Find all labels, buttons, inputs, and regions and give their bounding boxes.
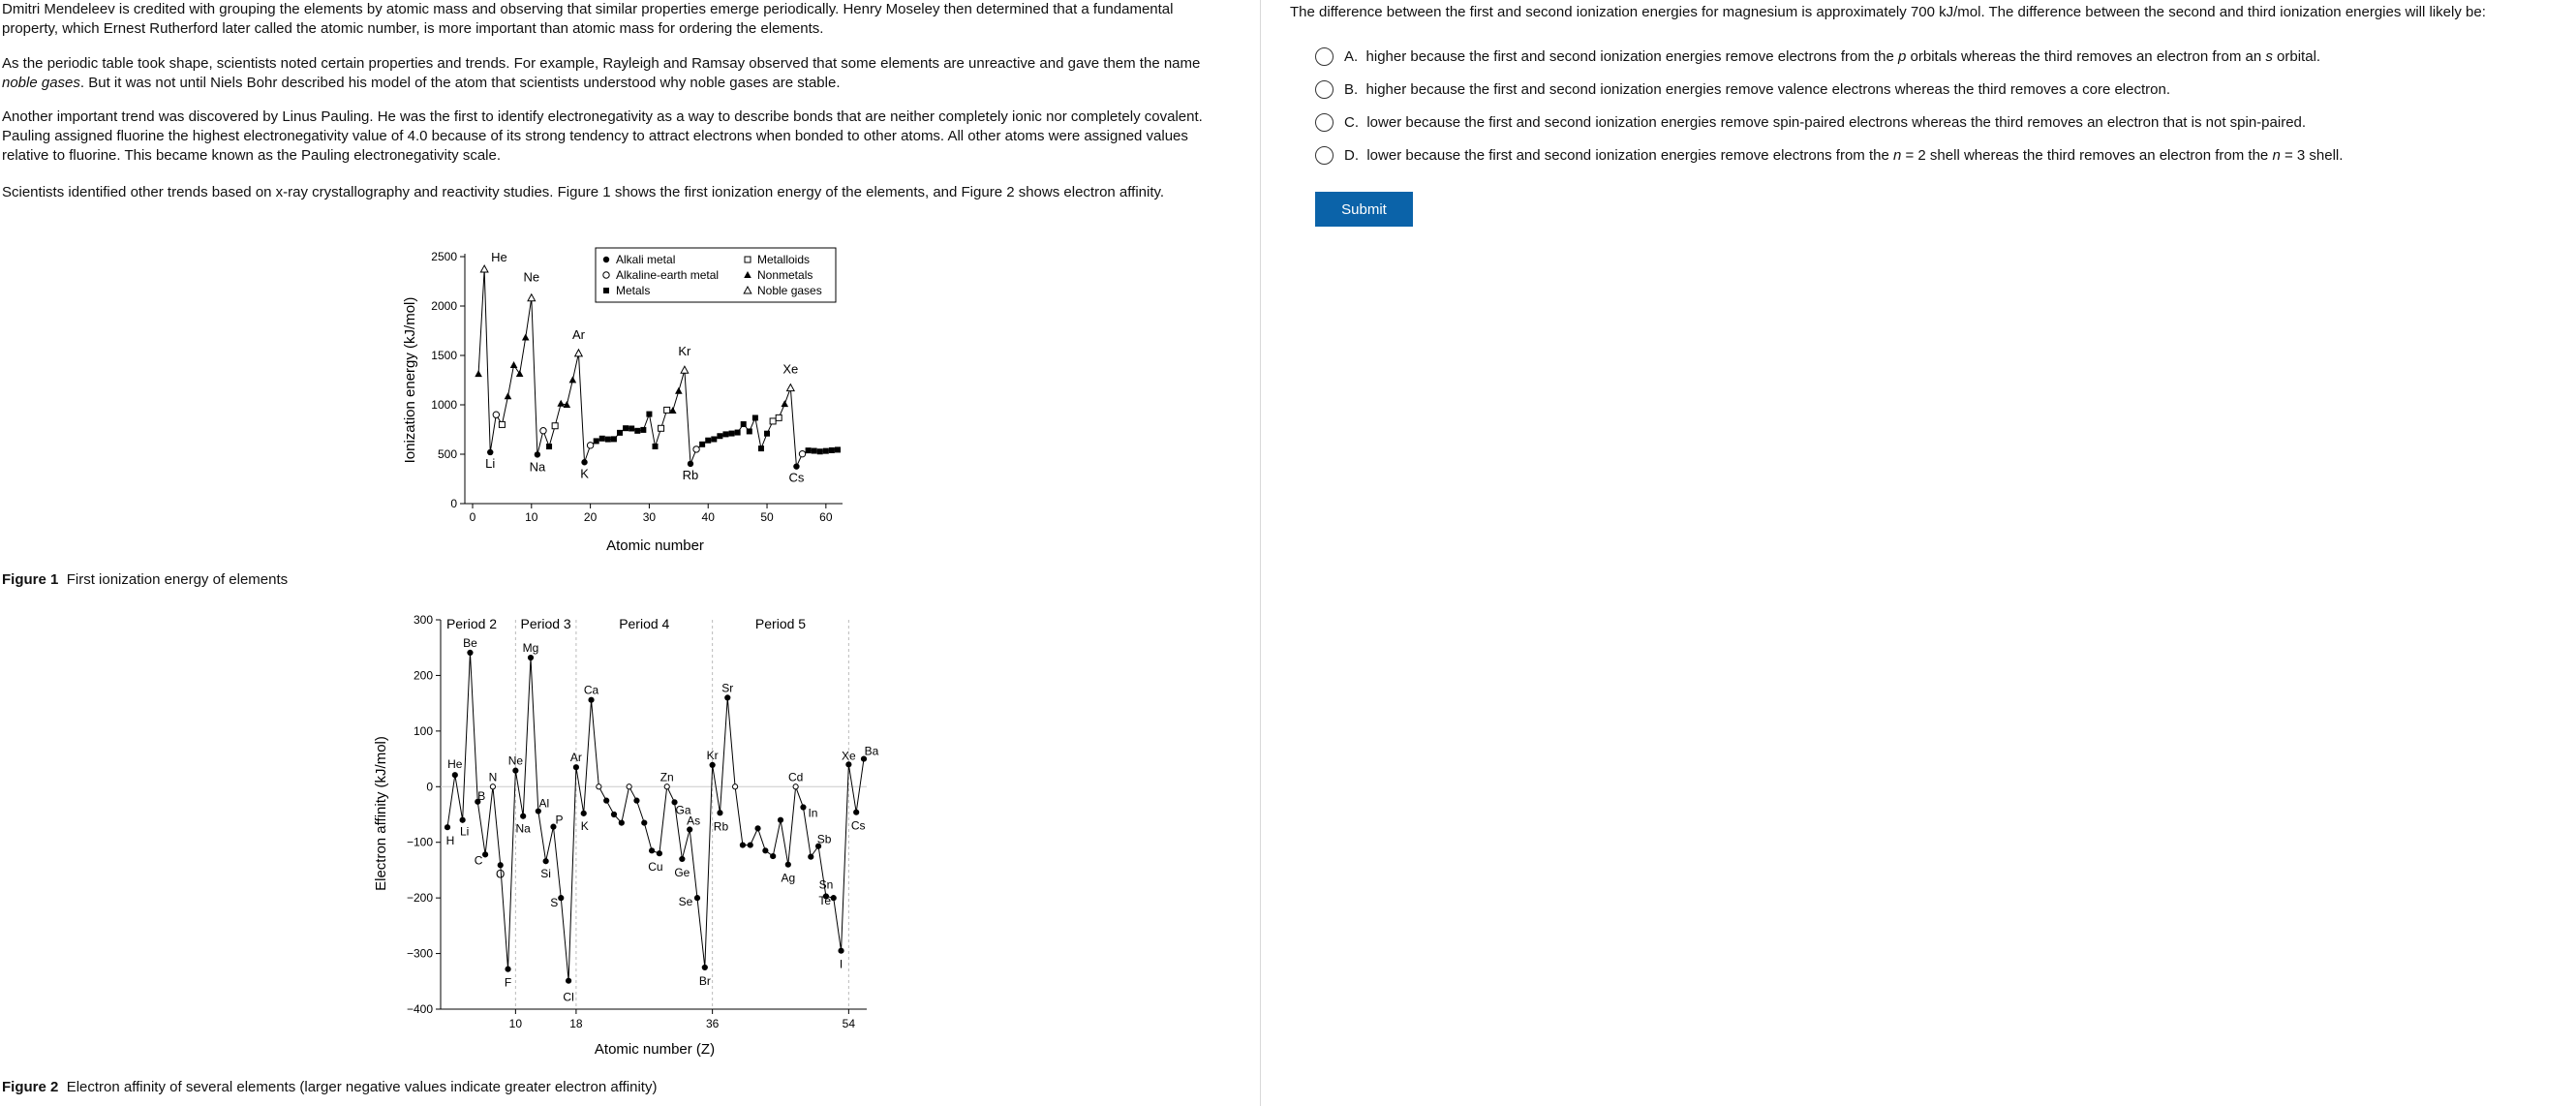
point-label: Se <box>678 895 693 909</box>
data-point <box>801 805 806 810</box>
radio-icon[interactable] <box>1315 146 1334 165</box>
data-point <box>528 294 536 301</box>
choice-label <box>1344 114 2306 131</box>
x-tick-label: 10 <box>508 1017 523 1030</box>
x-tick-label: 10 <box>525 510 538 524</box>
point-label: Ne <box>523 269 540 285</box>
data-point <box>569 376 577 383</box>
data-point <box>675 387 683 394</box>
data-point <box>505 392 512 399</box>
data-point <box>599 436 605 442</box>
data-point <box>785 862 790 867</box>
y-axis-title: Ionization energy (kJ/mol) <box>402 296 418 464</box>
y-tick-label: 0 <box>426 780 433 794</box>
point-label: Li <box>485 455 496 471</box>
point-label: Na <box>515 821 531 836</box>
data-point <box>717 433 722 439</box>
point-label: K <box>580 466 589 481</box>
data-point <box>755 826 760 831</box>
data-point <box>829 447 835 453</box>
legend-label: Metalloids <box>757 253 811 266</box>
point-label: Cl <box>563 990 574 1004</box>
x-tick-label: 20 <box>583 510 598 524</box>
data-point <box>735 430 741 436</box>
data-point <box>516 370 524 377</box>
question-stem: The difference between the first and second ionization energies for magnesium is approximately 700 kJ/mol. The difference between the second and third ionization energies will likely be: <box>1290 4 2486 20</box>
data-point <box>854 810 859 814</box>
choice-label <box>1344 147 2343 164</box>
data-point <box>748 843 752 847</box>
x-tick-label: 0 <box>469 510 476 524</box>
data-point <box>732 784 737 789</box>
data-point <box>543 859 548 864</box>
point-label: Cs <box>788 470 805 485</box>
choice-italic: n <box>1892 146 1902 164</box>
point-label: Na <box>529 459 546 475</box>
point-label: Si <box>540 867 551 881</box>
legend-label: Nonmetals <box>757 268 813 282</box>
radio-icon[interactable] <box>1315 80 1334 99</box>
point-label: Sb <box>816 832 832 846</box>
data-point <box>611 812 616 816</box>
figure1-caption: Figure 1 First ionization energy of elements <box>2 571 289 588</box>
legend-label: Metals <box>616 284 651 297</box>
data-point <box>589 697 594 702</box>
data-point <box>634 428 640 434</box>
data-point <box>693 446 699 452</box>
data-point <box>839 948 843 953</box>
data-point <box>699 442 705 447</box>
data-point <box>480 265 488 272</box>
figure2-chart <box>368 610 879 1065</box>
y-tick-label: 1500 <box>431 349 457 362</box>
passage-paragraph-4: Scientists identified other trends based on x-ray crystallography and reactivity studies. Figure 1 shows the first ionization energy of the elements, and Figure 2 shows electron affinity. <box>2 184 1165 200</box>
point-label: Br <box>698 973 711 988</box>
data-point <box>452 773 457 778</box>
data-point <box>680 856 685 861</box>
point-label: In <box>808 806 818 820</box>
data-point <box>540 428 546 434</box>
choice-letter: A. <box>1344 47 1359 65</box>
data-point <box>705 438 711 444</box>
data-point <box>581 811 586 815</box>
point-label: Ag <box>781 871 796 885</box>
choice-option[interactable] <box>1315 45 2320 68</box>
data-point <box>702 965 707 969</box>
period-label: Period 5 <box>754 616 807 631</box>
choice-option[interactable] <box>1315 77 2170 101</box>
data-point <box>764 431 770 437</box>
point-label: O <box>496 867 506 881</box>
choice-letter: C. <box>1344 113 1359 131</box>
point-label: Ar <box>571 326 585 342</box>
x-tick-label: 40 <box>701 510 715 524</box>
data-point <box>521 814 526 818</box>
legend-label: Alkali metal <box>616 253 676 266</box>
data-point <box>493 412 499 417</box>
data-point <box>510 361 518 368</box>
x-axis-title: Atomic number <box>606 538 704 554</box>
x-tick-label: 30 <box>642 510 657 524</box>
data-point <box>604 798 609 803</box>
point-label: As <box>687 814 701 828</box>
point-label: P <box>555 813 564 827</box>
point-label: Al <box>538 796 550 811</box>
data-point <box>812 448 817 454</box>
data-point <box>725 695 730 700</box>
point-label: Mg <box>522 641 539 656</box>
choice-text: lower because the first and second ionization energies remove electrons from the <box>1366 146 1893 164</box>
data-point <box>722 431 728 437</box>
data-point <box>823 448 829 454</box>
point-label: Zn <box>659 770 674 784</box>
data-point <box>688 461 693 467</box>
choice-text: = 3 shell. <box>2280 146 2344 164</box>
data-point <box>831 896 836 901</box>
y-tick-label: −300 <box>406 946 433 961</box>
point-label: Rb <box>682 467 699 482</box>
data-point <box>573 765 578 770</box>
data-point <box>741 421 747 427</box>
y-tick-label: 2000 <box>431 299 457 313</box>
data-point <box>559 896 564 901</box>
data-point <box>468 650 473 655</box>
data-point <box>557 400 565 407</box>
point-label: Rb <box>713 819 729 834</box>
data-point <box>787 384 795 391</box>
data-point <box>611 436 617 442</box>
period-label: Period 3 <box>520 616 571 631</box>
data-point <box>718 811 722 815</box>
data-point <box>664 784 669 789</box>
data-point <box>681 366 689 373</box>
data-point <box>499 421 505 427</box>
data-point <box>740 843 745 847</box>
data-point <box>752 415 758 420</box>
data-point <box>587 443 593 448</box>
data-point <box>487 449 493 455</box>
x-tick-label: 50 <box>760 510 774 524</box>
passage-paragraph-2: As the periodic table took shape, scientists noted certain properties and trends. For example, Rayleigh and Ramsay observed that some elements are unreactive and gave them the name noble gases. But it was not until Niels Bohr described his model of the atom that scientists understood why noble gases are stable. <box>2 55 1201 91</box>
data-point <box>835 446 841 452</box>
data-point <box>653 444 659 449</box>
data-point <box>776 415 782 420</box>
data-point <box>619 820 624 825</box>
data-point <box>688 827 692 832</box>
data-point <box>482 852 487 857</box>
data-point <box>747 428 752 434</box>
point-label: He <box>491 250 507 265</box>
choice-text: higher because the first and second ionization energies remove electrons from the <box>1365 47 1899 65</box>
data-point <box>771 853 776 858</box>
y-tick-label: 2500 <box>431 250 457 263</box>
point-label: Ar <box>569 751 582 765</box>
y-tick-label: 500 <box>437 447 457 461</box>
point-label: F <box>504 975 512 990</box>
legend-marker <box>603 272 609 278</box>
data-point <box>513 768 518 773</box>
choice-option[interactable] <box>1315 143 2343 167</box>
data-point <box>617 430 623 436</box>
data-point <box>460 817 465 822</box>
data-point <box>649 848 654 853</box>
y-tick-label: −100 <box>406 835 433 849</box>
legend-marker <box>745 257 751 262</box>
x-tick-label: 18 <box>569 1017 583 1030</box>
y-tick-label: 100 <box>413 723 433 738</box>
point-label: B <box>477 788 486 803</box>
x-tick-label: 60 <box>819 510 833 524</box>
data-point <box>694 896 699 901</box>
point-label: Xe <box>842 749 856 763</box>
data-point <box>522 334 530 341</box>
point-label: Kr <box>706 748 719 762</box>
point-label: Ge <box>674 865 690 879</box>
data-point <box>528 655 533 660</box>
choice-italic: n <box>2272 146 2281 164</box>
data-point <box>445 825 449 830</box>
period-label: Period 4 <box>619 616 670 631</box>
submit-button[interactable]: Submit <box>1315 192 1413 227</box>
data-point <box>664 407 670 413</box>
data-point <box>799 450 805 456</box>
point-label: Ne <box>507 753 524 768</box>
data-point <box>758 445 764 451</box>
data-point <box>657 851 661 856</box>
y-tick-label: 0 <box>450 497 457 510</box>
data-point <box>659 425 664 431</box>
data-point <box>711 436 717 442</box>
point-label: Cs <box>850 818 866 833</box>
data-point <box>535 451 540 457</box>
point-label: He <box>447 757 463 772</box>
data-point <box>642 820 647 825</box>
data-point <box>566 978 570 983</box>
y-tick-label: 300 <box>413 613 433 627</box>
data-point <box>710 762 715 767</box>
choice-text: higher because the first and second ionization energies remove valence electrons whereas the third removes a core electron. <box>1365 80 2170 98</box>
point-label: Ba <box>864 744 879 758</box>
choice-letter: B. <box>1344 80 1359 98</box>
data-point <box>793 463 799 469</box>
point-label: N <box>488 770 498 784</box>
choice-label <box>1344 81 2170 98</box>
radio-icon[interactable] <box>1315 113 1334 132</box>
data-point <box>793 784 798 789</box>
data-point <box>552 423 558 429</box>
figure2-caption: Figure 2 Electron affinity of several elements (larger negative values indicate greater electron affinity) <box>2 1079 658 1095</box>
point-label: S <box>550 896 559 910</box>
point-label: H <box>445 834 455 848</box>
data-point <box>646 412 652 417</box>
data-point <box>634 798 639 803</box>
data-point <box>640 427 646 433</box>
y-tick-label: 1000 <box>431 398 457 412</box>
data-point <box>817 448 823 454</box>
data-point <box>490 784 495 789</box>
choice-text: orbitals whereas the third removes an electron from an <box>1906 47 2266 65</box>
data-point <box>809 854 813 859</box>
data-point <box>575 350 583 356</box>
point-label: Ga <box>675 803 691 817</box>
data-line <box>447 653 864 981</box>
point-label: Kr <box>678 344 691 359</box>
point-label: Ca <box>583 683 599 697</box>
point-label: Te <box>818 894 832 908</box>
radio-icon[interactable] <box>1315 47 1334 66</box>
point-label: Xe <box>782 361 799 377</box>
choice-italic: s <box>2265 47 2273 65</box>
passage-paragraph-1: Dmitri Mendeleev is credited with grouping the elements by atomic mass and observing that similar properties emerge periodically. Henry Moseley then determined that a fundamental property, which Ernest Rutherford later called the atomic number, is more important than atomic mass for ordering the elements. <box>2 1 1174 37</box>
y-axis-title: Electron affinity (kJ/mol) <box>373 736 389 891</box>
point-label: Be <box>463 635 477 650</box>
legend-label: Noble gases <box>757 284 822 297</box>
y-tick-label: −400 <box>406 1002 433 1016</box>
data-point <box>627 784 631 789</box>
period-label: Period 2 <box>445 616 498 631</box>
choice-text: lower because the first and second ionization energies remove spin-paired electrons whereas the third removes an electron that is not spin-paired. <box>1366 113 2307 131</box>
y-tick-label: −200 <box>406 891 433 906</box>
point-label: I <box>839 957 843 971</box>
data-point <box>770 418 776 424</box>
data-point <box>629 425 634 431</box>
point-label: C <box>474 853 483 868</box>
choice-text: = 2 shell whereas the third removes an electron from the <box>1901 146 2273 164</box>
choice-text: orbital. <box>2272 47 2321 65</box>
x-tick-label: 54 <box>842 1017 856 1030</box>
data-point <box>581 459 587 465</box>
figure1-chart <box>387 242 862 564</box>
point-label: Sr <box>721 681 734 695</box>
question-pane <box>1290 0 2568 1106</box>
x-axis-title: Atomic number (Z) <box>594 1041 716 1058</box>
pane-divider[interactable] <box>1260 0 1261 1106</box>
point-label: Cd <box>787 770 804 784</box>
data-point <box>475 370 482 377</box>
data-point <box>778 817 782 822</box>
data-point <box>506 967 510 971</box>
data-point <box>763 848 768 853</box>
legend-label: Alkaline-earth metal <box>616 268 720 282</box>
data-point <box>846 762 851 767</box>
point-label: Li <box>459 824 470 839</box>
y-tick-label: 200 <box>413 668 433 683</box>
passage-pane <box>0 0 1259 1106</box>
data-point <box>623 425 629 431</box>
data-point <box>597 784 601 789</box>
point-label: Sn <box>818 877 834 892</box>
choice-option[interactable] <box>1315 110 2306 134</box>
data-point <box>806 447 812 453</box>
choice-label <box>1344 48 2320 65</box>
legend-marker <box>603 257 609 262</box>
data-point <box>729 431 735 437</box>
legend-marker <box>603 288 609 293</box>
choice-italic: p <box>1898 47 1907 65</box>
data-point <box>594 438 599 444</box>
point-label: Cu <box>648 860 663 875</box>
data-point <box>605 437 611 443</box>
point-label: K <box>580 818 589 833</box>
passage-paragraph-3: Another important trend was discovered by Linus Pauling. He was the first to identify electronegativity as a way to describe bonds that are neither completely ionic nor completely covalent. Pauling assigned fluorine the highest electronegativity value of 4.0 because of its strong tendency to attract electrons when bonded to other atoms. All other atoms were assigned values relative to fluorine. This became known as the Pauling electronegativity scale. <box>2 108 1203 164</box>
choice-letter: D. <box>1344 146 1359 164</box>
data-point <box>781 400 788 407</box>
x-tick-label: 36 <box>705 1017 720 1030</box>
data-point <box>546 444 552 449</box>
